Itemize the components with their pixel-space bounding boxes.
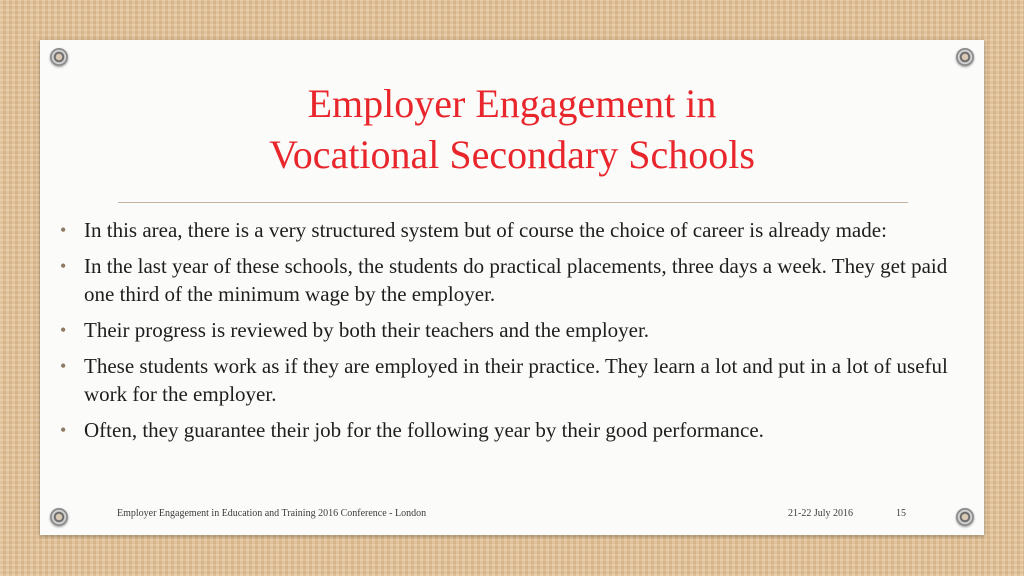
bullet-icon: • <box>60 220 67 240</box>
footer-date: 21-22 July 2016 <box>788 508 853 519</box>
bullet-item <box>60 416 970 444</box>
bullet-icon: • <box>60 256 67 276</box>
slide-title-line-1: Employer Engagement in <box>307 81 717 126</box>
grommet-top-right-icon <box>956 48 974 66</box>
bullet-item <box>60 352 970 408</box>
footer-conference-name: Employer Engagement in Education and Training 2016 Conference - London <box>117 508 427 519</box>
bullet-text: Their progress is reviewed by both their teachers and the employer. <box>84 318 650 342</box>
bullet-text: Often, they guarantee their job for the following year by their good performance. <box>84 418 764 442</box>
slide-title <box>100 78 924 180</box>
footer-page-number: 15 <box>896 508 906 519</box>
bullet-item <box>60 252 970 308</box>
bullet-text: In the last year of these schools, the students do practical placements, three days a week. They get paid one third of the minimum wage by the employer. <box>84 254 948 306</box>
bullet-icon: • <box>60 320 67 340</box>
bullet-item <box>60 316 970 344</box>
grommet-top-left-icon <box>50 48 68 66</box>
grommet-bottom-left-icon <box>50 508 68 526</box>
bullet-text: These students work as if they are employed in their practice. They learn a lot and put in a lot of useful work for the employer. <box>84 354 948 406</box>
title-divider <box>118 202 908 203</box>
grommet-bottom-right-icon <box>956 508 974 526</box>
bullet-icon: • <box>60 420 67 440</box>
bullet-item <box>60 216 970 244</box>
bullet-text: In this area, there is a very structured system but of course the choice of career is already made: <box>84 218 887 242</box>
slide-title-line-2: Vocational Secondary Schools <box>269 132 755 177</box>
bullet-icon: • <box>60 356 67 376</box>
bullet-list <box>60 216 970 452</box>
